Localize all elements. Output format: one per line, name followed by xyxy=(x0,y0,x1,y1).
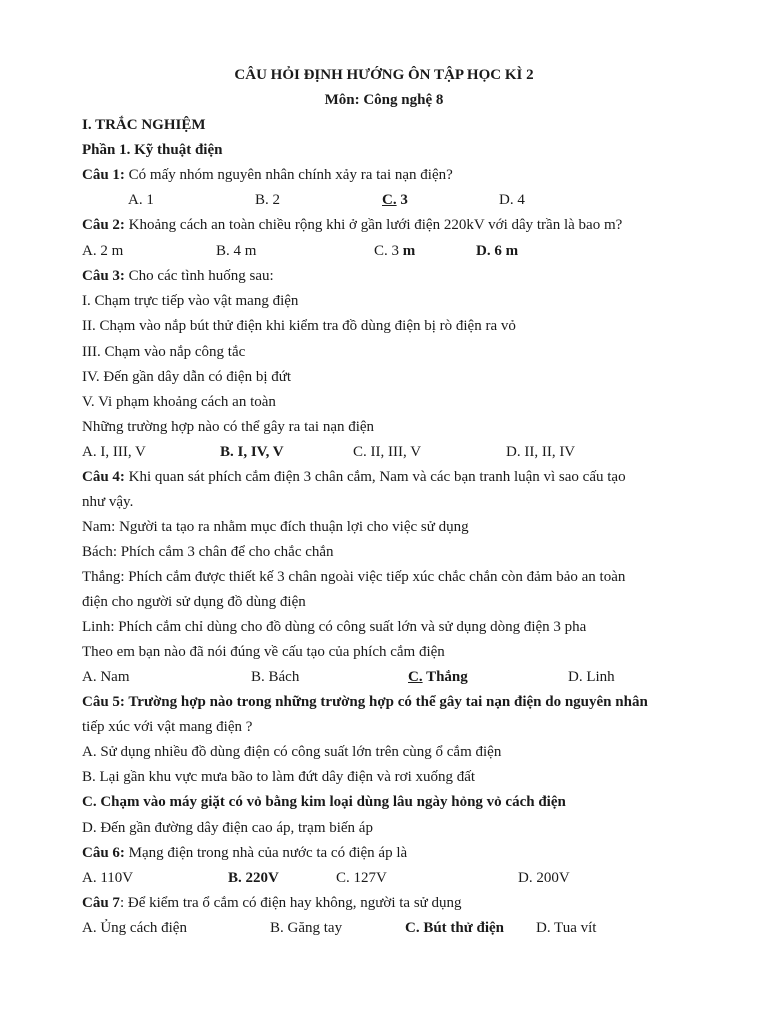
q3-prompt: Những trường hợp nào có thể gây ra tai nạn điện xyxy=(82,419,375,435)
q1-option-b: B. 2 xyxy=(255,192,281,208)
question-text: : Để kiểm tra ổ cắm có điện hay không, người ta sử dụng xyxy=(119,895,462,911)
q4-line-2: Bách: Phích cắm 3 chân để cho chắc chắn xyxy=(82,544,334,560)
q7-option-d: D. Tua vít xyxy=(536,920,597,936)
option-value: Thắng xyxy=(422,669,468,685)
document-title: CÂU HỎI ĐỊNH HƯỚNG ÔN TẬP HỌC KÌ 2 xyxy=(234,67,534,83)
question-label: Câu 1: xyxy=(82,167,125,183)
question-text: Trường hợp nào trong những trường hợp có thể gây tai nạn điện do nguyên nhân xyxy=(124,694,648,710)
section-heading: I. TRẮC NGHIỆM xyxy=(82,117,206,133)
q3-item-1: I. Chạm trực tiếp vào vật mang điện xyxy=(82,293,299,309)
q6-option-c: C. 127V xyxy=(336,870,387,886)
question-3 xyxy=(82,267,274,285)
q4-option-c xyxy=(408,668,468,686)
document-subject: Môn: Công nghệ 8 xyxy=(324,92,444,108)
q4-option-b: B. Bách xyxy=(251,669,300,685)
question-label: Câu 2: xyxy=(82,217,125,233)
q4-line-4: điện cho người sử dụng đồ dùng điện xyxy=(82,594,306,610)
q3-option-b: B. I, IV, V xyxy=(220,444,284,460)
option-value: 3 xyxy=(396,192,408,208)
question-5 xyxy=(82,693,648,711)
q4-option-a: A. Nam xyxy=(82,669,130,685)
q7-option-b: B. Găng tay xyxy=(270,920,343,936)
q2-option-c xyxy=(374,242,415,260)
q4-line-3: Thắng: Phích cắm được thiết kế 3 chân ngoài việc tiếp xúc chắc chắn còn đảm bảo an toàn xyxy=(82,569,626,585)
question-text: Khoảng cách an toàn chiều rộng khi ở gần lưới điện 220kV với dây trần là bao m? xyxy=(124,217,623,233)
part-heading: Phần 1. Kỹ thuật điện xyxy=(82,142,223,158)
option-text: C. 3 xyxy=(374,243,403,259)
question-7 xyxy=(82,894,462,912)
q6-option-a: A. 110V xyxy=(82,870,134,886)
q1-option-d: D. 4 xyxy=(499,192,525,208)
question-5-cont: tiếp xúc với vật mang điện ? xyxy=(82,719,253,735)
question-text: Có mấy nhóm nguyên nhân chính xảy ra tai nạn điện? xyxy=(124,167,453,183)
q6-option-d: D. 200V xyxy=(518,870,570,886)
q3-option-d: D. II, II, IV xyxy=(506,444,576,460)
q4-line-1: Nam: Người ta tạo ra nhằm mục đích thuận lợi cho việc sử dụng xyxy=(82,519,469,535)
q2-option-b: B. 4 m xyxy=(216,243,257,259)
question-text: Khi quan sát phích cắm điện 3 chân cắm, Nam và các bạn tranh luận vì sao cấu tạo xyxy=(124,469,626,485)
question-text: Cho các tình huống sau: xyxy=(124,268,274,284)
q5-option-b: B. Lại gần khu vực mưa bão to làm đứt dây điện và rơi xuống đất xyxy=(82,769,476,785)
q4-option-d: D. Linh xyxy=(568,669,615,685)
q3-item-2: II. Chạm vào nắp bút thử điện khi kiểm tra đồ dùng điện bị rò điện ra vỏ xyxy=(82,318,516,334)
option-unit: m xyxy=(402,243,416,259)
q2-option-a: A. 2 m xyxy=(82,243,124,259)
q5-option-c: C. Chạm vào máy giặt có vỏ bằng kim loại dùng lâu ngày hỏng vỏ cách điện xyxy=(82,794,566,810)
question-1 xyxy=(82,166,453,184)
q3-item-3: III. Chạm vào nắp công tắc xyxy=(82,344,246,360)
q2-option-d: D. 6 m xyxy=(476,243,519,259)
question-2 xyxy=(82,216,622,234)
q4-line-6: Theo em bạn nào đã nói đúng về cấu tạo của phích cắm điện xyxy=(82,644,445,660)
q1-option-a: A. 1 xyxy=(128,192,154,208)
option-letter: C. xyxy=(408,669,423,685)
question-label: Câu 4: xyxy=(82,469,125,485)
question-4-cont: như vậy. xyxy=(82,494,134,510)
question-label: Câu 3: xyxy=(82,268,125,284)
q5-option-a: A. Sử dụng nhiều đồ dùng điện có công suất lớn trên cùng ổ cắm điện xyxy=(82,744,502,760)
q5-option-d: D. Đến gần đường dây điện cao áp, trạm biến áp xyxy=(82,820,373,836)
q3-item-5: V. Vi phạm khoảng cách an toàn xyxy=(82,394,276,410)
q6-option-b: B. 220V xyxy=(228,870,279,886)
q7-option-a: A. Ủng cách điện xyxy=(82,920,187,936)
question-label: Câu 7 xyxy=(82,895,120,911)
question-label: Câu 5: xyxy=(82,694,125,710)
question-label: Câu 6: xyxy=(82,845,125,861)
q3-option-c: C. II, III, V xyxy=(353,444,422,460)
question-4 xyxy=(82,468,626,486)
q3-option-a: A. I, III, V xyxy=(82,444,146,460)
q1-option-c xyxy=(382,191,408,209)
question-text: Mạng điện trong nhà của nước ta có điện áp là xyxy=(124,845,408,861)
q3-item-4: IV. Đến gần dây dẫn có điện bị đứt xyxy=(82,369,292,385)
q7-option-c: C. Bút thử điện xyxy=(405,920,505,936)
question-6 xyxy=(82,844,407,862)
q4-line-5: Linh: Phích cắm chỉ dùng cho đồ dùng có công suất lớn và sử dụng dòng điện 3 pha xyxy=(82,619,587,635)
option-letter: C. xyxy=(382,192,397,208)
